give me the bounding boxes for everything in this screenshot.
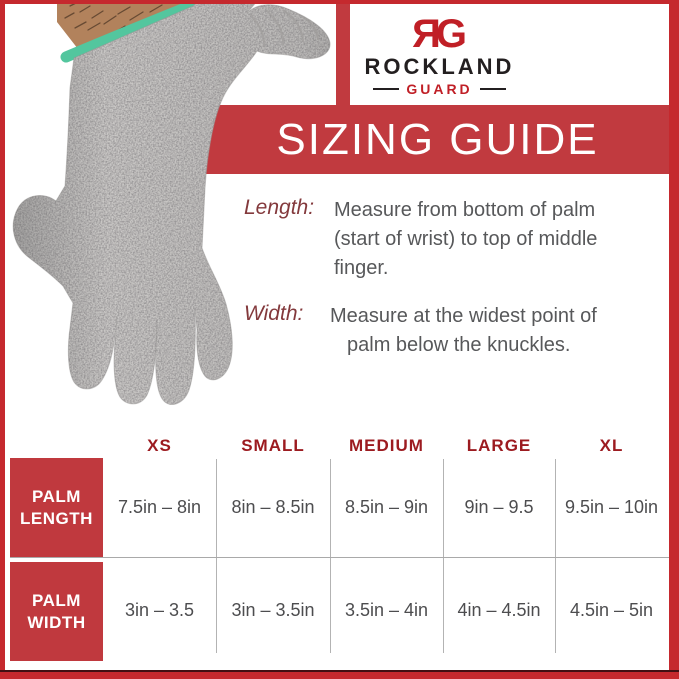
length-instruction-text <box>334 196 654 283</box>
table-cell: 8.5in – 9in <box>344 497 429 517</box>
length-line-2: (start of wrist) to top of middle <box>334 228 598 250</box>
width-line-1: Measure at the widest point of <box>330 305 597 327</box>
row-label-line: PALM <box>32 486 81 506</box>
brand-monogram-icon <box>414 14 465 54</box>
frame-border-left <box>0 0 5 679</box>
length-line-3: finger. <box>334 257 389 279</box>
frame-border-top <box>0 0 679 4</box>
monogram-letter-g: G <box>435 12 465 56</box>
brand-logo <box>352 14 527 96</box>
table-row-divider <box>10 557 669 558</box>
table-cell: 9in – 9.5 <box>464 497 534 517</box>
table-cell: 8in – 8.5in <box>231 497 315 517</box>
column-header-xs: XS <box>147 436 172 455</box>
brand-subname: GUARD <box>406 81 473 97</box>
column-header-small: SMALL <box>241 436 305 455</box>
glove-texture <box>0 0 355 432</box>
left-dash <box>373 88 399 90</box>
brand-subname-row <box>373 82 505 96</box>
column-header-large: LARGE <box>466 436 532 455</box>
length-instruction-label: Length: <box>244 196 315 219</box>
width-line-2: palm below the knuckles. <box>347 334 571 356</box>
brand-name: ROCKLAND <box>364 54 515 79</box>
width-instruction-label: Width: <box>244 302 304 325</box>
column-header-xl: XL <box>599 436 624 455</box>
row-label-line: LENGTH <box>20 508 93 528</box>
length-line-1: Measure from bottom of palm <box>334 199 596 221</box>
row-label-line: PALM <box>32 590 81 610</box>
table-divider <box>555 459 556 653</box>
width-instruction-text <box>330 302 650 360</box>
row-label-palm-width <box>10 562 103 661</box>
row-label-line: WIDTH <box>27 612 86 632</box>
row-label-palm-length <box>10 458 103 557</box>
page-title: SIZING GUIDE <box>276 114 599 164</box>
table-divider <box>330 459 331 653</box>
column-header-medium: MEDIUM <box>349 436 424 455</box>
table-cell: 3in – 3.5 <box>124 600 195 620</box>
table-cell: 4in – 4.5in <box>457 600 541 620</box>
right-dash <box>480 88 506 90</box>
table-divider <box>443 459 444 653</box>
frame-border-bottom <box>0 670 679 679</box>
table-cell: 3in – 3.5in <box>231 600 315 620</box>
monogram-letter-r: R <box>413 12 441 56</box>
glove-photo <box>0 0 355 432</box>
table-cell: 4.5in – 5in <box>569 600 654 620</box>
table-cell: 7.5in – 8in <box>117 497 202 517</box>
frame-border-right <box>669 0 679 679</box>
table-cell: 3.5in – 4in <box>344 600 429 620</box>
table-divider <box>216 459 217 653</box>
table-cell: 9.5in – 10in <box>564 497 659 517</box>
